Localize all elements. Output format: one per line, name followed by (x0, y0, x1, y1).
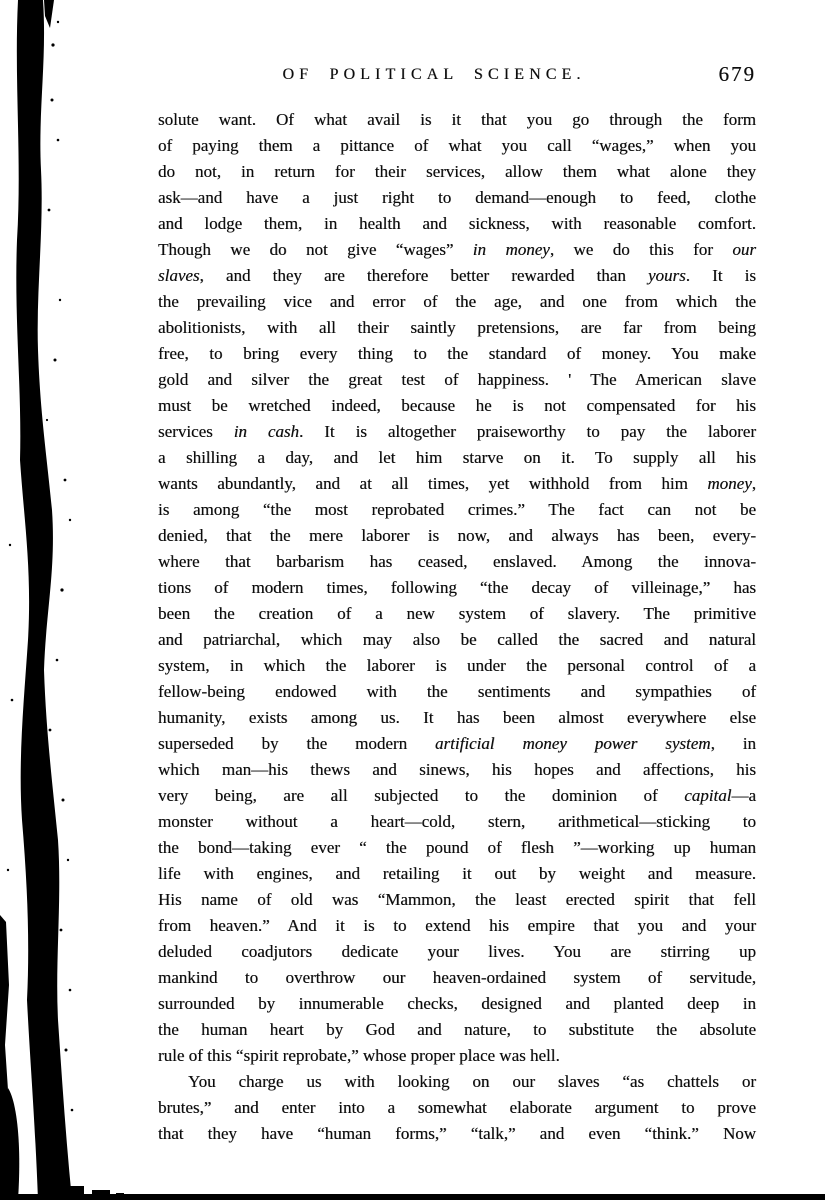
page-number: 679 (718, 62, 756, 86)
text-line: services in cash. It is altogether praiseworthy to pay the laborer (158, 422, 756, 441)
page-body (158, 107, 756, 1147)
page-header (158, 62, 756, 92)
text-line: life with engines, and retailing it out by weight and measure. (158, 864, 756, 883)
text-line: slaves, and they are therefore better rewarded than yours. It is (158, 266, 756, 285)
scan-blob-artifact (116, 1193, 124, 1200)
text-line: brutes,” and enter into a somewhat elaborate argument to prove (158, 1098, 756, 1117)
text-line: rule of this “spirit reprobate,” whose proper place was hell. (158, 1046, 560, 1065)
text-line: the prevailing vice and error of the age, and one from which the (158, 292, 756, 311)
scan-blob-artifact (92, 1190, 110, 1199)
paragraph (158, 1069, 756, 1147)
text-line: monster without a heart—cold, stern, arithmetical—sticking to (158, 812, 756, 831)
running-title: OF POLITICAL SCIENCE. (282, 66, 586, 83)
text-line: deluded coadjutors dedicate your lives. You are stirring up (158, 942, 756, 961)
text-line: do not, in return for their services, allow them what alone they (158, 162, 756, 181)
text-line: solute want. Of what avail is it that you go through the form (158, 110, 756, 129)
text-line: ask—and have a just right to demand—enough to feed, clothe (158, 188, 756, 207)
text-line: that they have “human forms,” “talk,” and even “think.” Now (158, 1124, 756, 1143)
text-line: a shilling a day, and let him starve on it. To supply all his (158, 448, 756, 467)
text-line: denied, that the mere laborer is now, and always has been, every- (158, 526, 756, 545)
text-line: superseded by the modern artificial money power system, in (158, 734, 756, 753)
paragraph (158, 107, 756, 1069)
text-line: system, in which the laborer is under the personal control of a (158, 656, 756, 675)
text-line: mankind to overthrow our heaven-ordained system of servitude, (158, 968, 756, 987)
text-line: which man—his thews and sinews, his hopes and affections, his (158, 760, 756, 779)
text-line: wants abundantly, and at all times, yet withhold from him money, (158, 474, 756, 493)
text-line: from heaven.” And it is to extend his empire that you and your (158, 916, 756, 935)
text-line: been the creation of a new system of slavery. The primitive (158, 604, 756, 623)
text-line: surrounded by innumerable checks, designed and planted deep in (158, 994, 756, 1013)
text-line: You charge us with looking on our slaves “as chattels or (188, 1072, 756, 1091)
text-line: must be wretched indeed, because he is not compensated for his (158, 396, 756, 415)
text-line: His name of old was “Mammon, the least erected spirit that fell (158, 890, 756, 909)
text-line: is among “the most reprobated crimes.” The fact can not be (158, 500, 756, 519)
text-line: fellow-being endowed with the sentiments and sympathies of (158, 682, 756, 701)
text-line: the bond—taking ever “ the pound of flesh ”—working up human (158, 838, 756, 857)
text-line: and patriarchal, which may also be called the sacred and natural (158, 630, 756, 649)
text-line: very being, are all subjected to the dominion of capital—a (158, 786, 756, 805)
text-line: free, to bring every thing to the standard of money. You make (158, 344, 756, 363)
text-line: Though we do not give “wages” in money, we do this for our (158, 240, 756, 259)
text-line: humanity, exists among us. It has been almost everywhere else (158, 708, 756, 727)
text-line: abolitionists, with all their saintly pretensions, are far from being (158, 318, 756, 337)
binding-ink-artifact (0, 0, 100, 1200)
scan-blob-artifact (58, 1186, 84, 1198)
text-line: of paying them a pittance of what you call “wages,” when you (158, 136, 756, 155)
text-line: and lodge them, in health and sickness, with reasonable comfort. (158, 214, 756, 233)
text-line: tions of modern times, following “the decay of villeinage,” has (158, 578, 756, 597)
text-line: where that barbarism has ceased, enslaved. Among the innova- (158, 552, 756, 571)
text-line: the human heart by God and nature, to substitute the absolute (158, 1020, 756, 1039)
text-line: gold and silver the great test of happiness. ' The American slave (158, 370, 756, 389)
